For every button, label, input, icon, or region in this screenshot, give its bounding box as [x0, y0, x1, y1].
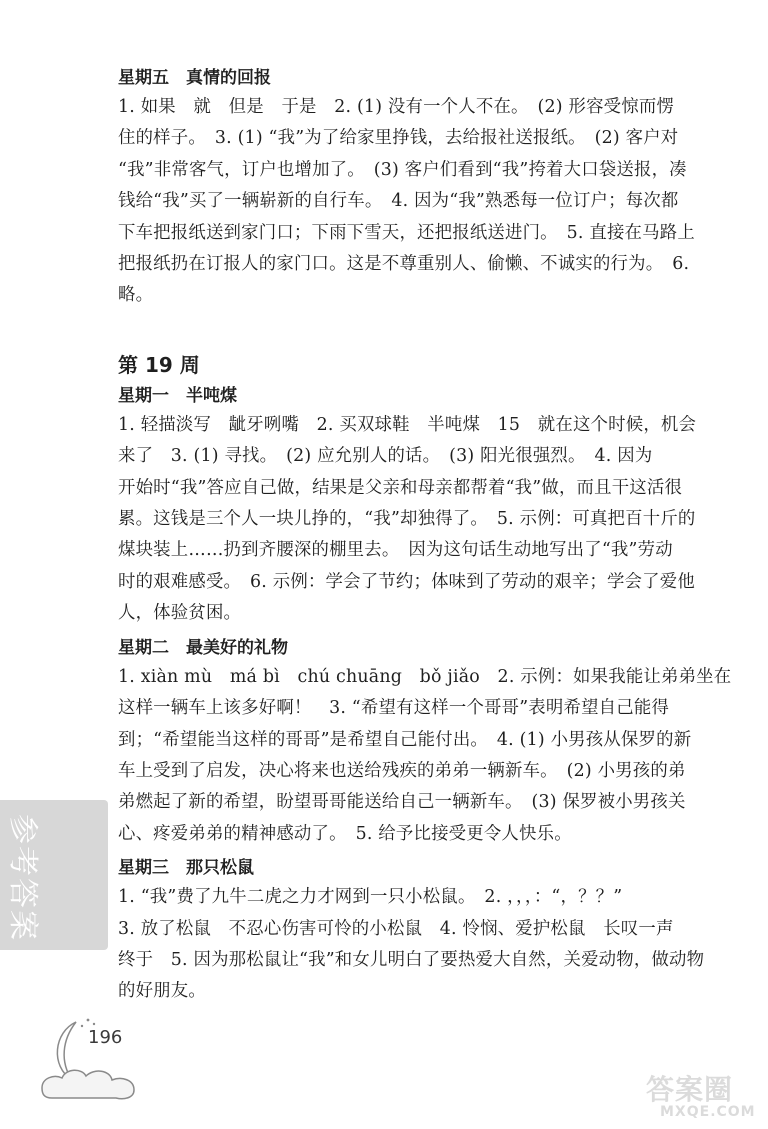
text-line: 心、疼爱弟弟的精神感动了。 5. 给予比接受更令人快乐。	[118, 823, 572, 844]
watermark-url: MXQE.COM	[660, 1104, 756, 1120]
watermark-logo	[646, 1068, 762, 1126]
text-line: 累。这钱是三个人一块儿挣的，“我”却独得了。 5. 示例：可真把百十斤的	[118, 509, 696, 530]
text-line: 车上受到了启发，决心将来也送给残疾的弟弟一辆新车。 (2) 小男孩的弟	[118, 760, 686, 781]
text-line: 1. 如果 就 但是 于是 2. (1) 没有一个人不在。 (2) 形容受惊而愣	[118, 97, 675, 117]
text-line: 终于 5. 因为那松鼠让“我”和女儿明白了要热爱大自然，关爱动物，做动物	[118, 949, 705, 970]
text-line: 住的样子。 3. (1) “我”为了给家里挣钱，去给报社送报纸。 (2) 客户对	[118, 128, 679, 149]
text-line: 3. 放了松鼠 不忍心伤害可怜的小松鼠 4. 怜悯、爱护松鼠 长叹一声	[118, 918, 674, 939]
text-line: 时的艰难感受。 6. 示例：学会了节约；体味到了劳动的艰辛；学会了爱他	[118, 571, 695, 592]
text-line: 来了 3. (1) 寻找。 (2) 应允别人的话。 (3) 阳光很强烈。 4. 因为	[118, 446, 653, 467]
answer-content	[118, 64, 732, 1012]
watermark-text: 答案圈	[646, 1073, 734, 1106]
section-body-monday	[118, 410, 728, 630]
text-line: 到；“希望能当这样的哥哥”是希望自己能付出。 4. (1) 小男孩从保罗的新	[118, 729, 692, 750]
text-line: 把报纸扔在订报人的家门口。这是不尊重别人、偷懒、不诚实的行为。 6.	[118, 254, 690, 275]
section-title-tuesday: 星期二 最美好的礼物	[118, 637, 288, 658]
page-number: 196	[88, 1027, 123, 1048]
reference-answers-label: 参考答案	[5, 814, 40, 942]
section-body-friday	[118, 92, 728, 312]
section-body-wednesday	[118, 882, 728, 1008]
text-line: 这样一辆车上该多好啊！ 3. “希望有这样一个哥哥”表明希望自己能得	[118, 698, 670, 719]
text-line: 1. xiàn mù má bì chú chuāng bǒ jiǎo 2. 示例：如果我能让弟弟坐在	[118, 666, 732, 687]
moon-cloud-icon	[36, 1010, 156, 1106]
section-body-tuesday	[118, 662, 732, 850]
text-line: 弟燃起了新的希望，盼望哥哥能送给自己一辆新车。 (3) 保罗被小男孩关	[118, 792, 686, 813]
section-title-wednesday: 星期三 那只松鼠	[118, 858, 254, 879]
text-line: 的好朋友。	[118, 981, 206, 1002]
text-line: 1. 轻描淡写 龇牙咧嘴 2. 买双球鞋 半吨煤 15 就在这个时候，机会	[118, 414, 697, 435]
text-line: 开始时“我”答应自己做，结果是父亲和母亲都帮着“我”做，而且干这活很	[118, 477, 683, 498]
text-line: 略。	[118, 285, 154, 306]
text-line: 1. “我”费了九牛二虎之力才网到一只小松鼠。 2. ，，，：“，？？”	[118, 887, 623, 908]
text-line: 煤块装上……扔到齐腰深的棚里去。 因为这句话生动地写出了“我”劳动	[118, 540, 673, 561]
text-line: 人，体验贫困。	[118, 603, 242, 624]
section-title-friday: 星期五 真情的回报	[118, 68, 271, 88]
section-title-monday: 星期一 半吨煤	[118, 385, 237, 406]
reference-answers-tab	[0, 800, 108, 950]
text-line: 下车把报纸送到家门口；下雨下雪天，还把报纸送进门。 5. 直接在马路上	[118, 222, 695, 243]
text-line: 钱给“我”买了一辆崭新的自行车。 4. 因为“我”熟悉每一位订户；每次都	[118, 191, 679, 212]
week-title: 第 19 周	[118, 352, 200, 377]
text-line: “我”非常客气，订户也增加了。 (3) 客户们看到“我”挎着大口袋送报，凑	[118, 159, 687, 180]
